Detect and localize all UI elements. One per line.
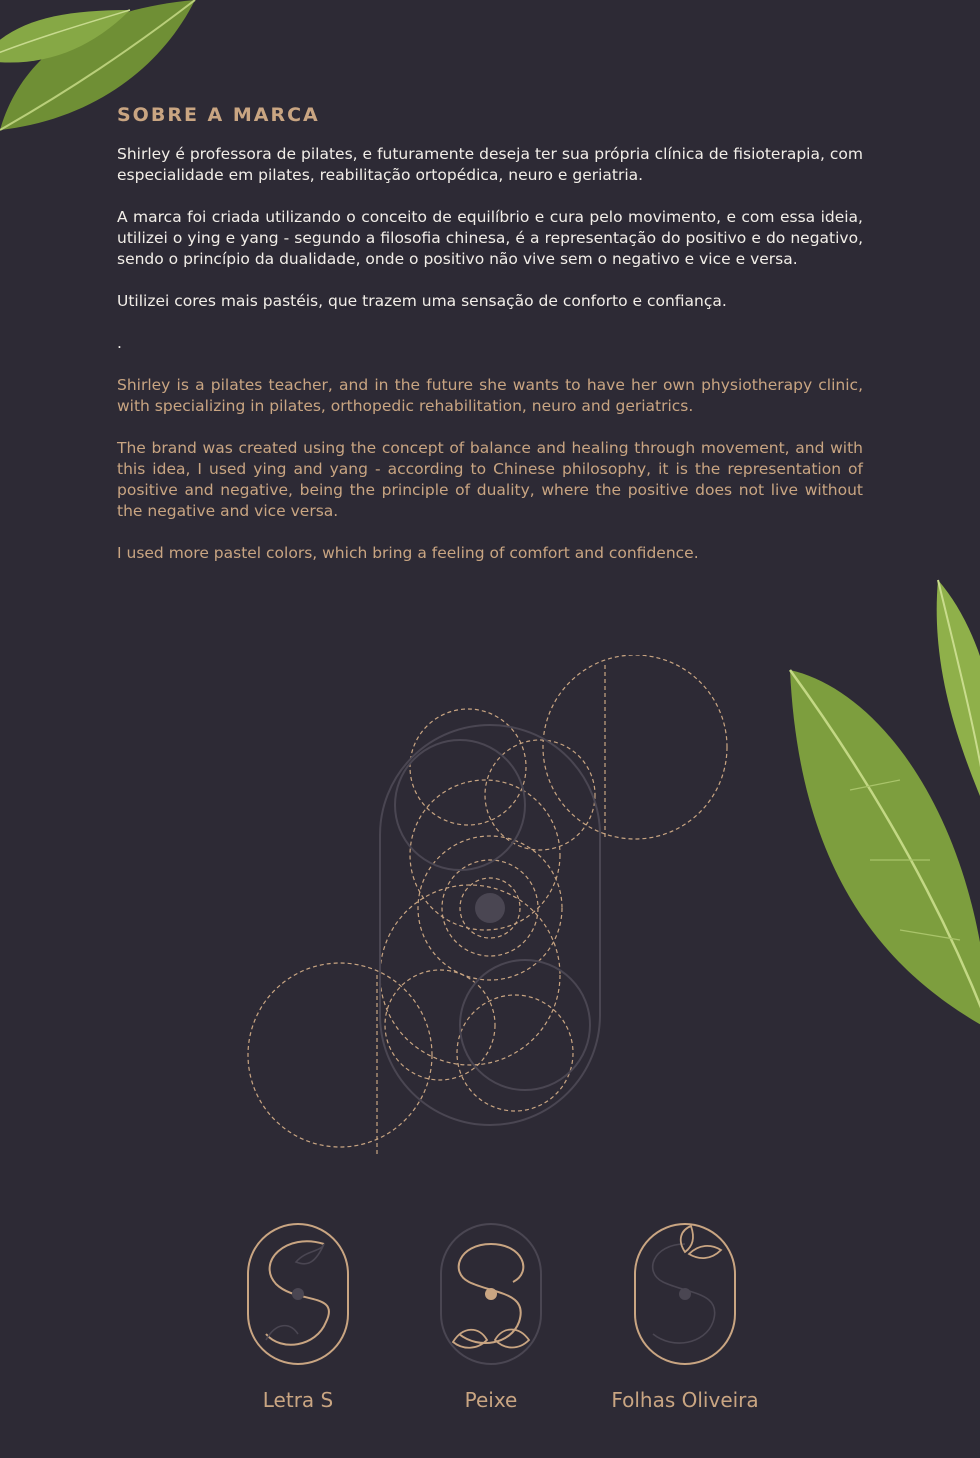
variant-label: Peixe xyxy=(464,1388,518,1412)
pt-paragraph: A marca foi criada utilizando o conceito de equilíbrio e cura pelo movimento, e com essa ideia, utilizei o ying e yang - segundo a filosofia chinesa, é a representação do positivo e do negativo, sendo o princípio da dualidade, onde o positivo não vive sem o negativo e vice e versa. xyxy=(117,208,863,268)
section-heading: SOBRE A MARCA xyxy=(117,104,320,126)
variant-peixe xyxy=(391,1222,591,1412)
about-section xyxy=(117,104,863,585)
variant-letra-s xyxy=(198,1222,398,1412)
logo-construction-grid xyxy=(240,655,740,1160)
leaf-illustration-right xyxy=(760,560,980,1040)
en-paragraph: The brand was created using the concept of balance and healing through movement, and with this idea, I used ying and yang - according to Chinese philosophy, it is the representation of positive and negative, being the principle of duality, where the positive does not live without the negative and vice versa. xyxy=(117,439,863,520)
variant-label: Letra S xyxy=(262,1388,334,1412)
peixe-logo-icon xyxy=(439,1222,543,1366)
en-paragraph: I used more pastel colors, which bring a feeling of comfort and confidence. xyxy=(117,544,699,562)
separator-dot: . xyxy=(117,334,122,352)
portuguese-text xyxy=(117,144,863,312)
pt-paragraph: Shirley é professora de pilates, e futuramente deseja ter sua própria clínica de fisioterapia, com especialidade em pilates, reabilitação ortopédica, neuro e geriatria. xyxy=(117,145,863,184)
en-paragraph: Shirley is a pilates teacher, and in the future she wants to have her own physiotherapy clinic, with specializing in pilates, orthopedic rehabilitation, neuro and geriatrics. xyxy=(117,376,863,415)
variant-folhas-oliveira xyxy=(585,1222,785,1412)
variant-label: Folhas Oliveira xyxy=(611,1388,759,1412)
english-text xyxy=(117,375,863,564)
folhas-oliveira-logo-icon xyxy=(633,1222,737,1366)
letra-s-logo-icon xyxy=(246,1222,350,1366)
pt-paragraph: Utilizei cores mais pastéis, que trazem uma sensação de conforto e confiança. xyxy=(117,292,727,310)
